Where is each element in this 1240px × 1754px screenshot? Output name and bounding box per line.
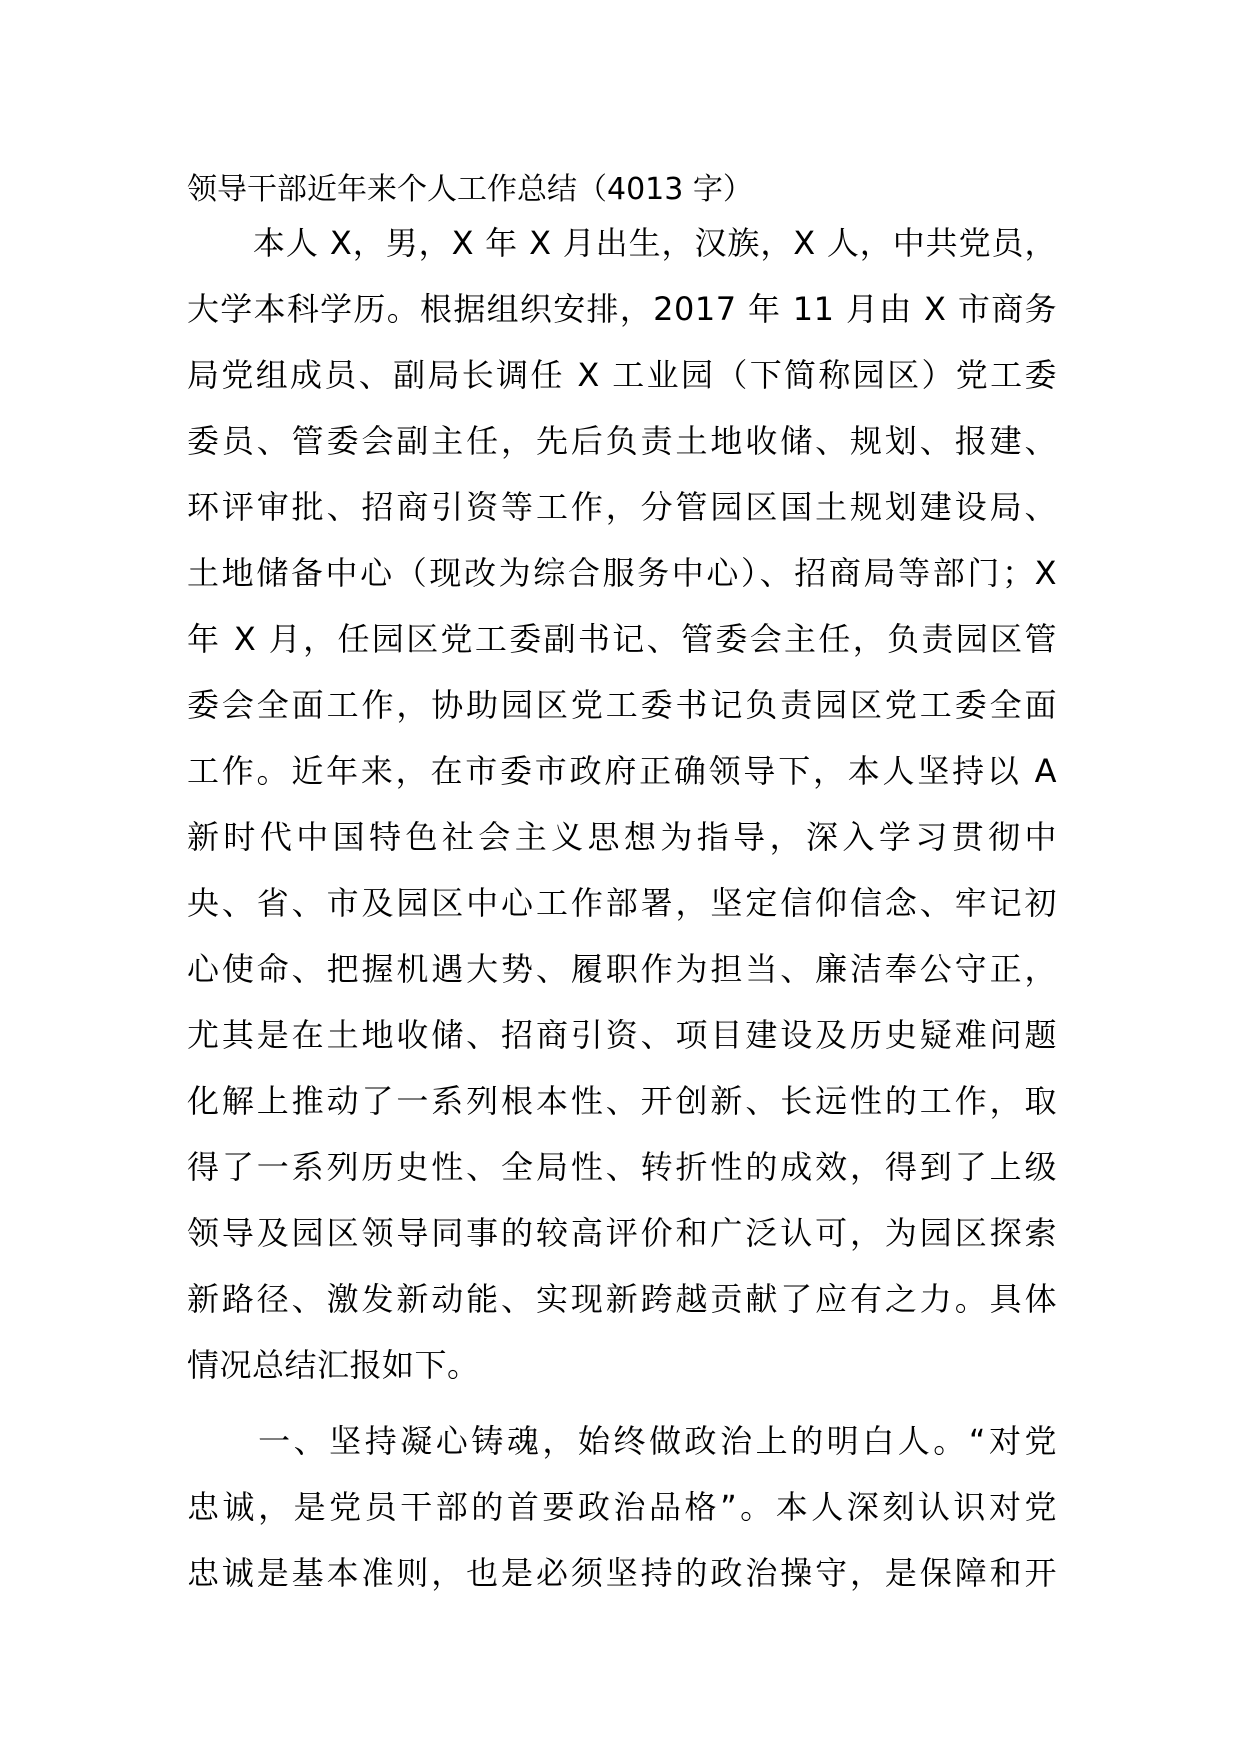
text-line: 一、坚持凝心铸魂，始终做政治上的明白人。“对党	[187, 1422, 1057, 1460]
paragraph-intro	[187, 210, 1057, 1398]
document-body	[187, 210, 1057, 1606]
text-line: 工作。近年来，在市委市政府正确领导下，本人坚持以 A	[187, 752, 1057, 790]
text-line: 尤其是在土地收储、招商引资、项目建设及历史疑难问题	[187, 1016, 1057, 1054]
text-line: 局党组成员、副局长调任 X 工业园（下简称园区）党工委	[187, 356, 1057, 394]
text-line: 本人 X，男，X 年 X 月出生，汉族，X 人，中共党员，	[187, 224, 1057, 262]
text-line: 领导及园区领导同事的较高评价和广泛认可，为园区探索	[187, 1214, 1057, 1252]
text-line: 环评审批、招商引资等工作，分管园区国土规划建设局、	[187, 488, 1057, 526]
text-line: 央、省、市及园区中心工作部署，坚定信仰信念、牢记初	[187, 884, 1057, 922]
text-line: 新时代中国特色社会主义思想为指导，深入学习贯彻中	[187, 818, 1057, 856]
text-line: 委会全面工作，协助园区党工委书记负责园区党工委全面	[187, 686, 1057, 724]
text-line: 土地储备中心（现改为综合服务中心）、招商局等部门；X	[187, 554, 1057, 592]
text-line: 年 X 月，任园区党工委副书记、管委会主任，负责园区管	[187, 620, 1057, 658]
text-line: 大学本科学历。根据组织安排，2017 年 11 月由 X 市商务	[187, 290, 1057, 328]
text-line: 新路径、激发新动能、实现新跨越贡献了应有之力。具体	[187, 1280, 1057, 1318]
text-line: 委员、管委会副主任，先后负责土地收储、规划、报建、	[187, 422, 1057, 460]
document-title: 领导干部近年来个人工作总结（4013 字）	[187, 172, 753, 207]
text-line: 化解上推动了一系列根本性、开创新、长远性的工作，取	[187, 1082, 1057, 1120]
text-line: 忠诚是基本准则，也是必须坚持的政治操守，是保障和开	[187, 1554, 1057, 1592]
text-line: 得了一系列历史性、全局性、转折性的成效，得到了上级	[187, 1148, 1057, 1186]
text-line: 忠诚，是党员干部的首要政治品格”。本人深刻认识对党	[187, 1488, 1057, 1526]
text-line: 情况总结汇报如下。	[187, 1346, 480, 1384]
paragraph-section-one	[187, 1408, 1057, 1606]
paragraph-spacer	[187, 1398, 1057, 1408]
text-line: 心使命、把握机遇大势、履职作为担当、廉洁奉公守正，	[187, 950, 1057, 988]
